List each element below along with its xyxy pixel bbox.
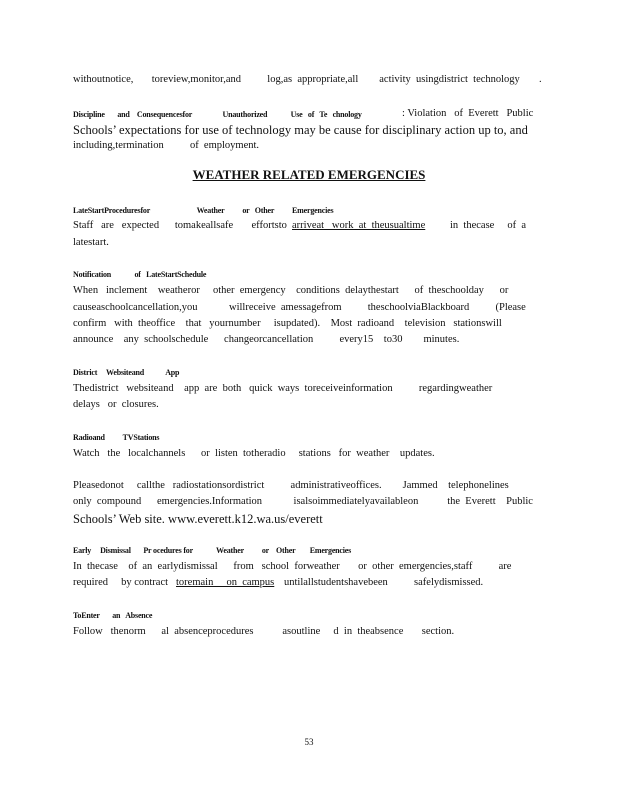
body-text-line: Schools’ Web site. www.everett.k12.wa.us/everett	[73, 512, 323, 526]
body-text-line: When inclement weatheror other emergency conditions delaythestart of theschoolday or	[73, 285, 509, 296]
page-number: 53	[304, 737, 314, 747]
section-heading-discipline: Discipline and Consequencesfor Unauthorized Use of Te chnology	[73, 110, 362, 119]
body-text-line: required by contract	[73, 577, 169, 588]
body-text-line: .	[539, 74, 542, 85]
section-heading-early-dismissal: Early Dismissal Pr ocedures for Weather or Other Emergencies	[73, 546, 352, 555]
body-text-line: Schools’ expectations for use of technology may be cause for disciplinary action up to, and	[73, 123, 528, 137]
body-text-line: confirm with theoffice that yournumber isupdated). Most radioand television stationswill	[73, 318, 502, 329]
body-text-line: Thedistrict websiteand app are both quick ways toreceiveinformation regardingweather	[73, 383, 493, 394]
body-text-line: Pleasedonot callthe radiostationsordistrict administrativeoffices. Jammed telephonelines	[73, 480, 509, 491]
section-heading-notification: Notification of LateStartSchedule	[73, 270, 207, 279]
body-text-line: including,termination of employment.	[73, 140, 260, 151]
underlined-text: toremain on campus	[176, 577, 275, 588]
page-title: WEATHER RELATED EMERGENCIES	[192, 167, 426, 182]
section-heading-website: District Websiteand App	[73, 368, 180, 377]
body-text-line: Follow thenorm al absenceprocedures asoutline d in theabsence section.	[73, 626, 455, 637]
body-text-line: withoutnotice, toreview,monitor,and log,as appropriate,all activity usingdistrict technology	[73, 74, 520, 85]
section-heading-radio-tv: Radioand TVStations	[73, 433, 160, 442]
body-text-line: Staff are expected tomakeallsafe effortsto	[73, 220, 287, 231]
body-text-line: In thecase of an earlydismissal from school forweather or other emergencies,staff are	[73, 561, 512, 572]
body-text-line: only compound emergencies.Information isalsoimmediatelyavailableon the Everett Public	[73, 496, 533, 507]
body-text-line: delays or closures.	[73, 399, 159, 410]
body-text-line: causeaschoolcancellation,you willreceive amessagefrom theschoolviaBlackboard (Please	[73, 302, 526, 313]
body-text-line: Watch the localchannels or listen totheradio stations for weather updates.	[73, 448, 435, 459]
underlined-text: arriveat work at theusualtime	[292, 220, 426, 231]
section-heading-late-start: LateStartProceduresfor Weather or Other Emergencies	[73, 206, 334, 215]
body-text-line: in thecase of a	[450, 220, 527, 231]
body-text-line: untilallstudentshavebeen safelydismissed.	[284, 577, 484, 588]
body-text-line: announce any schoolschedule changeorcancellation every15 to30 minutes.	[73, 334, 460, 345]
body-text-line: : Violation of Everett Public	[402, 108, 534, 119]
section-heading-absence: ToEnter an Absence	[73, 611, 153, 620]
body-text-line: latestart.	[73, 237, 109, 248]
